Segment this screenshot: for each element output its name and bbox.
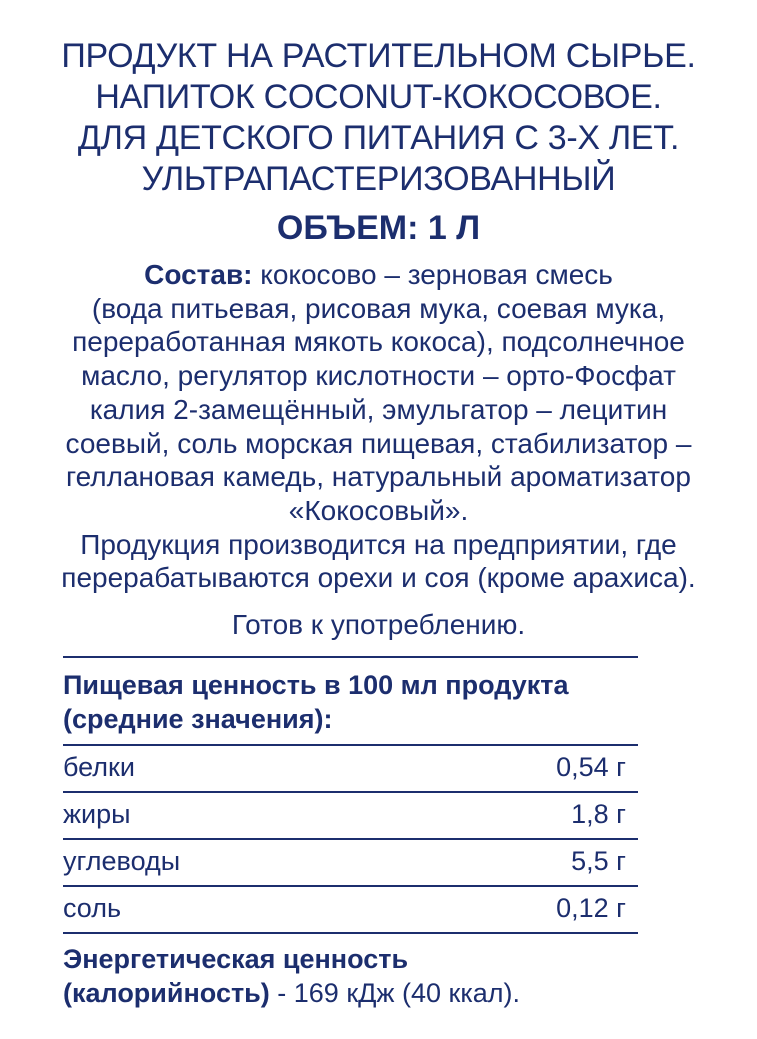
composition-line: калия 2-замещённый, эмульгатор – лецитин <box>89 393 668 425</box>
nutrition-table <box>63 656 638 1010</box>
nutrient-name: жиры <box>63 799 131 829</box>
production-note-line: перерабатываются орехи и соя (кроме арахиса). <box>61 562 696 594</box>
composition-first-line <box>0 258 757 292</box>
composition-line: масло, регулятор кислотности – орто-Фосфат <box>81 360 676 392</box>
composition-block <box>0 258 757 595</box>
composition-line: «Кокосовый». <box>288 494 469 526</box>
nutrient-value: 1,8 г <box>571 799 626 829</box>
volume-text: ОБЪЕМ: 1 Л <box>276 209 481 247</box>
ready-text: Готов к употреблению. <box>231 609 526 640</box>
nutrient-value: 5,5 г <box>571 846 626 876</box>
nutrient-value: 0,54 г <box>556 752 626 782</box>
nutrient-name: соль <box>63 893 122 923</box>
energy-value-line <box>63 976 638 1010</box>
product-header <box>0 36 757 200</box>
energy-value: - 169 кДж (40 ккал). <box>269 978 520 1008</box>
header-line: УЛЬТРАПАСТЕРИЗОВАННЫЙ <box>141 160 616 198</box>
composition-first-text: кокосово – зерновая смесь <box>252 259 613 290</box>
composition-line: геллановая камедь, натуральный ароматизатор <box>66 461 691 493</box>
nutrient-value: 0,12 г <box>556 893 626 923</box>
nutrient-name: белки <box>63 752 135 782</box>
header-line: ПРОДУКТ НА РАСТИТЕЛЬНОМ СЫРЬЕ. <box>61 37 696 75</box>
composition-label: Состав: <box>144 259 253 290</box>
header-line: ДЛЯ ДЕТСКОГО ПИТАНИЯ С 3-Х ЛЕТ. <box>77 119 680 157</box>
energy-label: Энергетическая ценность <box>63 944 409 974</box>
nutrition-row <box>63 744 638 791</box>
energy-label-line <box>63 942 638 976</box>
nutrient-name: углеводы <box>63 846 181 876</box>
nutrition-title-line: (средние значения): <box>63 704 333 734</box>
composition-line: переработанная мякоть кокоса), подсолнечное <box>72 326 685 358</box>
nutrition-row <box>63 885 638 932</box>
energy-block <box>63 934 638 1010</box>
energy-label-cont: (калорийность) <box>63 978 270 1008</box>
nutrition-title <box>63 658 638 744</box>
production-note-line: Продукция производится на предприятии, где <box>80 528 677 560</box>
nutrition-title-line: Пищевая ценность в 100 мл продукта <box>63 670 569 700</box>
composition-line: соевый, соль морская пищевая, стабилизатор – <box>65 427 692 459</box>
header-line: НАПИТОК COCONUT-КОКОСОВОЕ. <box>95 78 662 116</box>
composition-line: (вода питьевая, рисовая мука, соевая мука, <box>91 292 666 324</box>
nutrition-row <box>63 838 638 885</box>
nutrition-row <box>63 791 638 838</box>
